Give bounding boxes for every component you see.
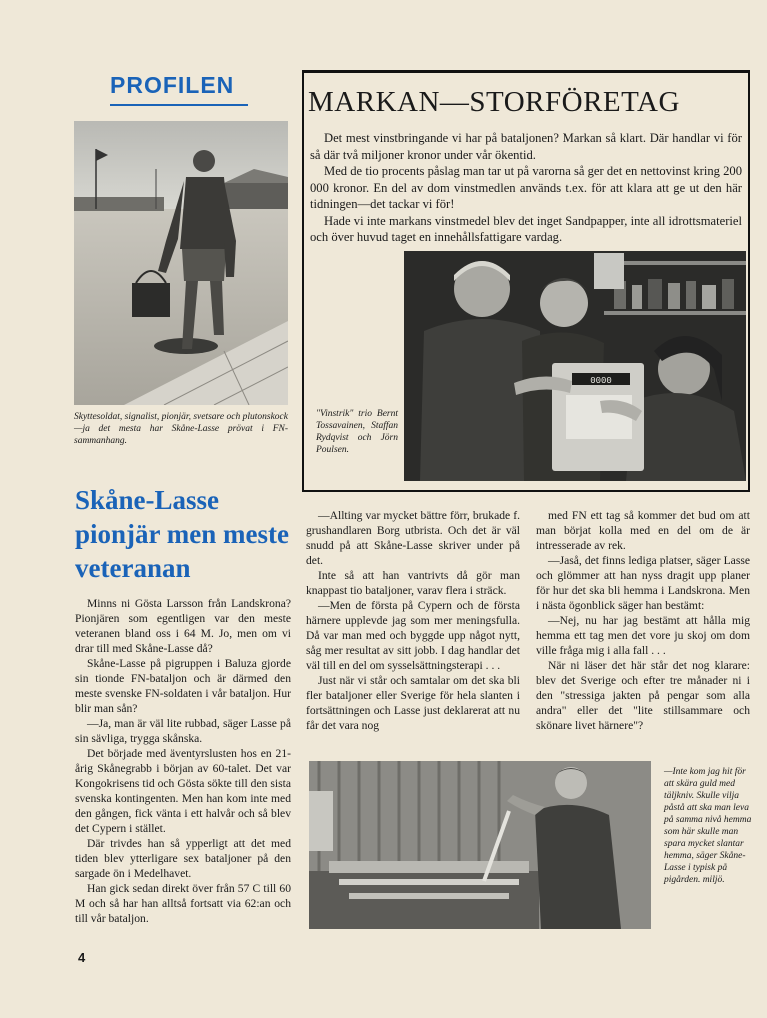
main-headline: Skåne-Lasse pionjär men meste veteranan <box>75 485 289 583</box>
markan-article-body <box>310 130 742 246</box>
article-paragraph: Där trivdes han så ypperligt att det med tiden blev ytterligare sex bataljoner på den sargade ön i Medelhavet. <box>75 837 291 880</box>
article-paragraph: —Allting var mycket bättre förr, brukade f. grushandlaren Borg utbrista. Och det är väl snudd på att Skåne-Lasse skriver under på det. <box>306 509 520 567</box>
soldier-photo-caption: Skyttesoldat, signalist, pionjär, svetsare och plutonskock—ja det mesta har Skåne-Lasse prövat i FN-sammanhang. <box>74 412 288 446</box>
markan-paragraph: Det mest vinstbringande vi har på bataljonen? Markan så klart. Där handlar vi för så där två miljoner kronor under vår ökentid. <box>310 131 742 162</box>
register-display: 0000 <box>590 376 612 386</box>
markan-paragraph: Hade vi inte markans vinstmedel blev det inget Sandpapper, inte all idrottsmateriel och över huvud taget en innehållsfattigare vardag. <box>310 213 742 244</box>
article-paragraph: —Jaså, det finns lediga platser, säger Lasse och glömmer att han nyss dragit upp planer för hur det ska bli hemma i Landskrona. Men i nästa ögonblick säger han bestämt: <box>536 554 750 612</box>
workshop-photo-caption: —Inte kom jag hit för att skära guld med täljkniv. Skulle vilja påstå att ska man leva på samma nivå hemma som här skulle man spara mycket slantar hemma, säger Skåne-Lasse i typisk på pigården. miljö. <box>664 767 752 885</box>
shop-trio-photo <box>404 251 746 481</box>
article-column-2 <box>306 508 520 733</box>
section-label: PROFILEN <box>110 72 235 98</box>
article-paragraph: —Men de första på Cypern och de första härnere upplevde jag som mer meningsfulla. Då var man med och byggde upp något nytt, såg mer resultat av sitt jobb. I dag handlar det väl till en del om sysselsättningsterapi . . . <box>306 599 520 672</box>
article-paragraph: Minns ni Gösta Larsson från Landskrona? Pionjären som egentligen var den meste veteranen bland oss i 64 M. Jo, men om vi drar till med Skåne-Lasse då? <box>75 597 291 655</box>
article-paragraph: Just när vi står och samtalar om det ska bli fler bataljoner eller Sverige för hela slanten i fortsättningen och Lasse just deklarerat att nu får det vara nog <box>306 674 520 732</box>
article-paragraph: Skåne-Lasse på pigruppen i Baluza gjorde sin tionde FN-bataljon och är därmed den meste svenske FN-soldaten i vår bataljon. Hur blir man sån? <box>75 657 291 715</box>
markan-article-title: MARKAN—STORFÖRETAG <box>308 86 680 118</box>
page-number: 4 <box>78 950 86 965</box>
article-column-3 <box>536 508 750 733</box>
article-paragraph: Inte så att han vantrivts då gör man knappast tio bataljoner, varav flera i sträck. <box>306 569 520 597</box>
article-paragraph: Det började med äventyrslusten hos en 21-årig Skånegrabb i början av 60-talet. Det var Kongokrisens tid och Gösta sökte till den sista svenska kontingenten. Men han kom inte med den gången, fick vänta i ett halvår och så blev det Cypern i stället. <box>75 747 291 835</box>
article-paragraph: Han gick sedan direkt över från 57 C till 60 M och så har han alltså fortsatt via 62:an och till vår bataljon. <box>75 882 291 925</box>
soldier-walking-photo <box>74 121 288 405</box>
article-paragraph: med FN ett tag så kommer det bud om att man börjat kolla med en del om de är intresserade av rek. <box>536 509 750 552</box>
workshop-photo <box>309 761 651 929</box>
article-paragraph: —Nej, nu har jag bestämt att hålla mig hemma ett tag men det vore ju skoj om dom ville fråga mig i alla fall . . . <box>536 614 750 657</box>
markan-photo-caption: "Vinstrik" trio Bernt Tossavainen, Staffan Rydqvist och Jörn Poulsen. <box>316 409 398 455</box>
article-column-1 <box>75 596 291 926</box>
section-label-underline <box>110 104 248 106</box>
article-paragraph: När ni läser det här står det nog klarare: blev det Sverige och efter tre månader ni i den "stressiga jakten på pengar som alla andra" eller det "lite stillsammare och skönare livet härnere"? <box>536 659 750 732</box>
markan-paragraph: Med de tio procents påslag man tar ut på varorna så ger det en nettovinst kring 200 000 kronor. En del av dom vinstmedlen används t.ex. för att klara att ge ut den här tidningen—det tackar vi för! <box>310 164 742 211</box>
article-paragraph: —Ja, man är väl lite rubbad, säger Lasse på sin sävliga, trygga skånska. <box>75 717 291 745</box>
